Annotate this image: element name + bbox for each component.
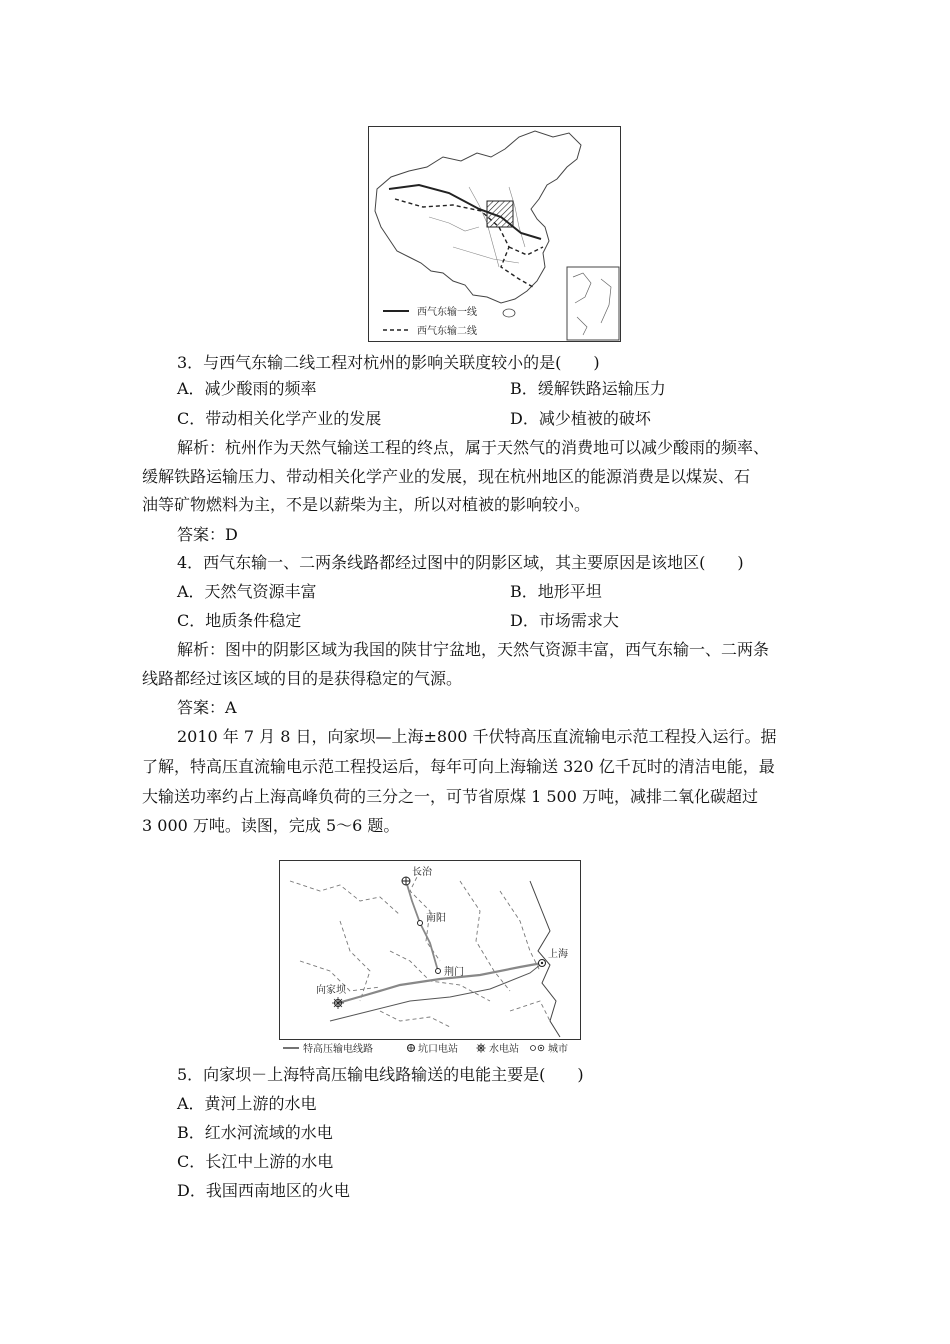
city-label-nanyang: 南阳 bbox=[426, 913, 446, 924]
q4-option-a: A．天然气资源丰富 bbox=[177, 582, 317, 601]
city-label-jingmen: 荆门 bbox=[444, 967, 464, 978]
transmission-map-legend bbox=[279, 1040, 579, 1056]
coal-plant-icon bbox=[408, 1045, 415, 1052]
q4-option-d: D．市场需求大 bbox=[510, 611, 619, 630]
q4-analysis-line-2: 线路都经过该区域的目的是获得稳定的气源。 bbox=[142, 669, 463, 688]
q4-answer: 答案：A bbox=[177, 698, 237, 717]
q4-option-c: C．地质条件稳定 bbox=[177, 611, 302, 630]
intro-line-1: 2010 年 7 月 8 日，向家坝—上海±800 千伏特高压直流输电示范工程投入运行。据 bbox=[177, 727, 777, 746]
q5-option-d: D．我国西南地区的火电 bbox=[177, 1181, 350, 1200]
q3-option-d: D．减少植被的破坏 bbox=[510, 409, 651, 428]
q5-stem: 5．向家坝－上海特高压输电线路输送的电能主要是( ) bbox=[177, 1065, 584, 1084]
q4-analysis-line-1: 解析：图中的阴影区域为我国的陕甘宁盆地，天然气资源丰富，西气东输一、二两条 bbox=[177, 640, 770, 659]
q5-option-c: C．长江中上游的水电 bbox=[177, 1152, 334, 1171]
legend-label-1: 西气东输一线 bbox=[417, 307, 477, 318]
q3-analysis-line-1: 解析：杭州作为天然气输送工程的终点，属于天然气的消费地可以减少酸雨的频率、 bbox=[177, 438, 770, 457]
city-marker bbox=[436, 969, 441, 974]
legend-label-2: 西气东输二线 bbox=[417, 326, 477, 337]
q3-analysis-line-2: 缓解铁路运输压力、带动相关化学产业的发展，现在杭州地区的能源消费是以煤炭、石 bbox=[142, 467, 751, 486]
south-china-sea-inset bbox=[567, 267, 619, 340]
city-label-xiangjiaba: 向家坝 bbox=[316, 985, 346, 996]
figure-gas-pipeline-map bbox=[368, 126, 621, 342]
china-map-svg bbox=[369, 127, 620, 341]
q4-stem: 4．西气东输一、二两条线路都经过图中的阴影区域，其主要原因是该地区( ) bbox=[177, 553, 744, 572]
q3-stem: 3．与西气东输二线工程对杭州的影响关联度较小的是( ) bbox=[177, 353, 600, 372]
city-label-changzhi: 长治 bbox=[412, 867, 432, 878]
intro-line-2: 了解，特高压直流输电示范工程投运后，每年可向上海输送 320 亿千瓦时的清洁电能，最 bbox=[142, 757, 775, 776]
legend-coal-plant: 坑口电站 bbox=[418, 1044, 458, 1055]
q3-answer: 答案：D bbox=[177, 525, 238, 544]
hydro-station-icon bbox=[476, 1043, 486, 1053]
q5-option-a: A．黄河上游的水电 bbox=[177, 1094, 317, 1113]
province-boundaries bbox=[290, 871, 550, 1027]
q3-option-c: C．带动相关化学产业的发展 bbox=[177, 409, 382, 428]
q3-analysis-line-3: 油等矿物燃料为主，不是以薪柴为主，所以对植被的影响较小。 bbox=[142, 495, 591, 514]
transmission-map-svg bbox=[280, 861, 580, 1039]
china-outline bbox=[375, 131, 581, 303]
q3-option-b: B．缓解铁路运输压力 bbox=[510, 379, 666, 398]
legend-city: 城市 bbox=[548, 1044, 568, 1055]
hydro-station-icon bbox=[332, 997, 344, 1009]
intro-line-4: 3 000 万吨。读图，完成 5～6 题。 bbox=[142, 816, 400, 835]
q4-option-b: B．地形平坦 bbox=[510, 582, 602, 601]
city-label-shanghai: 上海 bbox=[548, 949, 568, 960]
intro-line-3: 大输送功率约占上海高峰负荷的三分之一，可节省原煤 1 500 万吨，减排二氧化碳超过 bbox=[142, 787, 758, 806]
figure-transmission-map bbox=[279, 860, 581, 1040]
legend-transmission-line: 特高压输电线路 bbox=[303, 1044, 373, 1055]
q5-option-b: B．红水河流域的水电 bbox=[177, 1123, 333, 1142]
city-marker bbox=[418, 921, 423, 926]
city-symbol-icon bbox=[531, 1045, 544, 1051]
q3-option-a: A．减少酸雨的频率 bbox=[177, 379, 317, 398]
legend-hydro-station: 水电站 bbox=[489, 1044, 519, 1055]
